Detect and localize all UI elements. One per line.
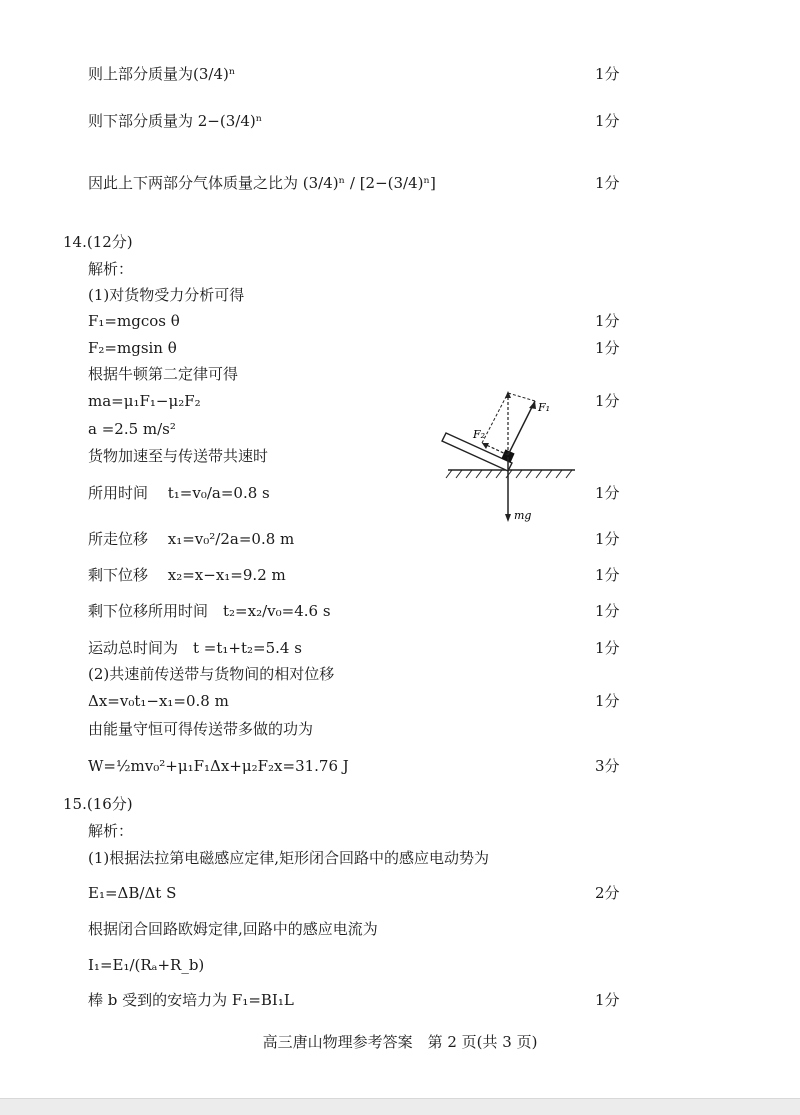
answer-line: 剩下位移 x₂=x−x₁=9.2 m	[88, 566, 286, 584]
answer-line: 15.(16分)	[63, 795, 133, 813]
answer-line: E₁=ΔB/Δt S	[88, 884, 177, 902]
score-mark: 2分	[595, 884, 620, 902]
answer-line: 根据牛顿第二定律可得	[88, 365, 239, 383]
score-mark: 1分	[595, 991, 620, 1009]
answer-line: 所用时间 t₁=v₀/a=0.8 s	[88, 484, 270, 502]
mg-label: mg	[514, 509, 532, 522]
f2-label: F₂	[473, 428, 486, 441]
answer-line: 解析：	[88, 260, 134, 278]
answer-line: 运动总时间为 t =t₁+t₂=5.4 s	[88, 639, 302, 657]
answer-line: 14.(12分)	[63, 233, 133, 251]
answer-line: 则上部分质量为(3/4)ⁿ	[88, 65, 236, 83]
score-mark: 1分	[595, 65, 620, 83]
answer-line: 货物加速至与传送带共速时	[88, 447, 269, 465]
ground-hatch	[446, 470, 572, 478]
score-mark: 1分	[595, 602, 620, 620]
score-mark: 1分	[595, 312, 620, 330]
answer-line: I₁=E₁/(Rₐ+R_b)	[88, 956, 205, 974]
score-mark: 1分	[595, 392, 620, 410]
score-mark: 1分	[595, 530, 620, 548]
answer-line: ma=μ₁F₁−μ₂F₂	[88, 392, 201, 410]
score-mark: 1分	[595, 639, 620, 657]
answer-line: 根据闭合回路欧姆定律,回路中的感应电流为	[88, 920, 378, 938]
answer-line: F₂=mgsin θ	[88, 339, 177, 357]
answer-line: Δx=v₀t₁−x₁=0.8 m	[88, 692, 229, 710]
answer-line: (1)根据法拉第电磁感应定律,矩形闭合回路中的感应电动势为	[88, 849, 490, 867]
bottom-band	[0, 1098, 800, 1115]
answer-line: (2)共速前传送带与货物间的相对位移	[88, 665, 335, 683]
score-mark: 1分	[595, 692, 620, 710]
answer-line: 剩下位移所用时间 t₂=x₂/v₀=4.6 s	[88, 602, 331, 620]
answer-line: 棒 b 受到的安培力为 F₁=BI₁L	[88, 991, 294, 1009]
answer-line: W=½mv₀²+μ₁F₁Δx+μ₂F₂x=31.76 J	[88, 757, 349, 775]
answer-line: 解析：	[88, 822, 134, 840]
score-mark: 1分	[595, 112, 620, 130]
answer-line: a =2.5 m/s²	[88, 420, 176, 438]
f1-arrow	[508, 401, 535, 455]
score-mark: 1分	[595, 174, 620, 192]
answer-line: 因此上下两部分气体质量之比为 (3/4)ⁿ / [2−(3/4)ⁿ]	[88, 174, 436, 192]
answer-line: 由能量守恒可得传送带多做的功为	[88, 720, 314, 738]
page-footer: 高三唐山物理参考答案 第 2 页(共 3 页)	[262, 1033, 538, 1051]
score-mark: 1分	[595, 339, 620, 357]
score-mark: 1分	[595, 566, 620, 584]
force-diagram	[440, 385, 580, 525]
score-mark: 1分	[595, 484, 620, 502]
f1-label: F₁	[538, 401, 551, 414]
answer-line: F₁=mgcos θ	[88, 312, 180, 330]
answer-line: 所走位移 x₁=v₀²/2a=0.8 m	[88, 530, 295, 548]
answer-line: 则下部分质量为 2−(3/4)ⁿ	[88, 112, 263, 130]
score-mark: 3分	[595, 757, 620, 775]
answer-line: (1)对货物受力分析可得	[88, 286, 245, 304]
